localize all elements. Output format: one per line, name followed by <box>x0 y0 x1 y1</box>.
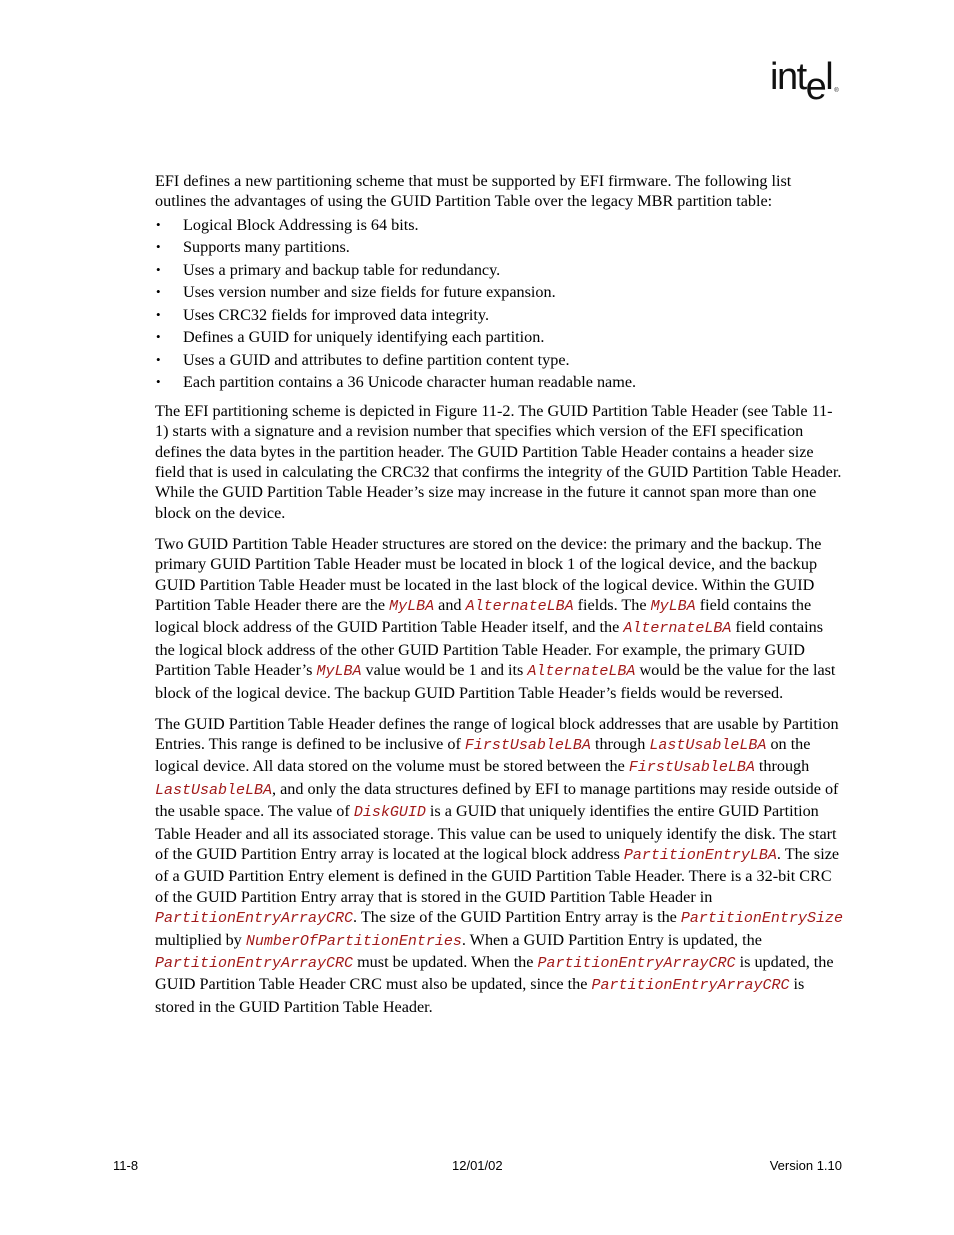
code-partitionentryarraycrc: PartitionEntryArrayCRC <box>155 910 354 928</box>
code-partitionentryarraycrc: PartitionEntryArrayCRC <box>155 954 354 972</box>
bullet-icon: • <box>156 261 161 277</box>
list-item: • Uses a GUID and attributes to define partition content type. <box>155 349 845 372</box>
list-item: • Uses CRC32 fields for improved data integrity. <box>155 304 845 327</box>
bullet-icon: • <box>156 284 161 300</box>
list-item: • Uses version number and size fields for future expansion. <box>155 281 845 304</box>
intel-logo: intel ® <box>770 56 839 108</box>
code-mylba: MyLBA <box>389 597 435 615</box>
code-alternatelba: AlternateLBA <box>527 663 636 681</box>
page-body <box>155 171 845 1028</box>
page-number: 11-8 <box>113 1158 139 1173</box>
code-firstusablelba: FirstUsableLBA <box>464 736 591 754</box>
code-partitionentrylba: PartitionEntryLBA <box>623 846 777 864</box>
bullet-icon: • <box>156 351 161 367</box>
list-item: • Logical Block Addressing is 64 bits. <box>155 214 845 237</box>
code-lastusablelba: LastUsableLBA <box>155 781 273 799</box>
code-mylba: MyLBA <box>316 663 362 681</box>
bullet-icon: • <box>156 374 161 390</box>
bullet-icon: • <box>156 329 161 345</box>
code-numberofpartitionentries: NumberOfPartitionEntries <box>245 932 462 950</box>
intro-paragraph: EFI defines a new partitioning scheme that must be supported by EFI firmware. The following list outlines the advantages of using the GUID Partition Table over the legacy MBR partition table: <box>155 172 792 211</box>
list-item: • Each partition contains a 36 Unicode character human readable name. <box>155 371 845 394</box>
code-alternatelba: AlternateLBA <box>623 620 732 638</box>
code-partitionentrysize: PartitionEntrySize <box>680 910 843 928</box>
code-alternatelba: AlternateLBA <box>465 597 574 615</box>
header-structures-paragraph: Two GUID Partition Table Header structures are stored on the device: the primary and the backup. The primary GUID Partition Table Header must be located in block 1 of the logical device, and the backup GUID Partition Table Header must be located in the last block of the logical device. Within the GUID Partition Table Header there are the MyLBA and AlternateLBA fields. The MyLBA field contains the logical block address of the GUID Partition Table Header itself, and the AlternateLBA field contains the logical block address of the other GUID Partition Table Header. For example, the primary GUID Partition Table Header’s MyLBA value would be 1 and its AlternateLBA would be the value for the last block of the logical device. The backup GUID Partition Table Header’s fields would be reversed. <box>155 534 836 702</box>
usable-range-paragraph: The GUID Partition Table Header defines the range of logical block addresses that are usable by Partition Entries. This range is defined to be inclusive of FirstUsableLBA through LastUsableLBA on the logical device. All data stored on the volume must be stored between the FirstUsableLBA through LastUsableLBA, and only the data structures defined by EFI to manage partitions may reside outside of the usable space. The value of DiskGUID is a GUID that uniquely identifies the entire GUID Partition Table Header and all its associated storage. This value can be used to uniquely identify the disk. The start of the GUID Partition Entry array is located at the logical block address PartitionEntryLBA. The size of a GUID Partition Entry element is defined in the GUID Partition Table Header. There is a 32-bit CRC of the GUID Partition Entry array that is stored in the GUID Partition Table Header in PartitionEntryArrayCRC. The size of the GUID Partition Entry array is the PartitionEntrySize multiplied by NumberOfPartitionEntries. When a GUID Partition Entry is updated, the PartitionEntryArrayCRC must be updated. When the PartitionEntryArrayCRC is updated, the GUID Partition Table Header CRC must also be updated, since the PartitionEntryArrayCRC is stored in the GUID Partition Table Header. <box>155 714 843 1016</box>
bullet-icon: • <box>156 239 161 255</box>
footer-date: 12/01/02 <box>452 1158 503 1173</box>
list-item: • Uses a primary and backup table for redundancy. <box>155 259 845 282</box>
code-diskguid: DiskGUID <box>353 804 426 822</box>
code-partitionentryarraycrc: PartitionEntryArrayCRC <box>537 954 736 972</box>
code-lastusablelba: LastUsableLBA <box>649 736 767 754</box>
advantages-list <box>155 214 845 394</box>
code-firstusablelba: FirstUsableLBA <box>628 759 755 777</box>
list-item: • Supports many partitions. <box>155 236 845 259</box>
code-mylba: MyLBA <box>650 597 696 615</box>
footer-version: Version 1.10 <box>769 1158 842 1173</box>
bullet-icon: • <box>156 216 161 232</box>
list-item: • Defines a GUID for uniquely identifying each partition. <box>155 326 845 349</box>
partition-scheme-paragraph: The EFI partitioning scheme is depicted in Figure 11-2. The GUID Partition Table Header (see Table 11-1) starts with a signature and a revision number that specifies which version of the EFI specification defines the data bytes in the partition header. The GUID Partition Table Header contains a header size field that is used in calculating the CRC32 that confirms the integrity of the GUID Partition Table Header. While the GUID Partition Table Header’s size may increase in the future it cannot span more than one block on the device. <box>155 401 842 522</box>
bullet-icon: • <box>156 306 161 322</box>
code-partitionentryarraycrc: PartitionEntryArrayCRC <box>591 977 790 995</box>
